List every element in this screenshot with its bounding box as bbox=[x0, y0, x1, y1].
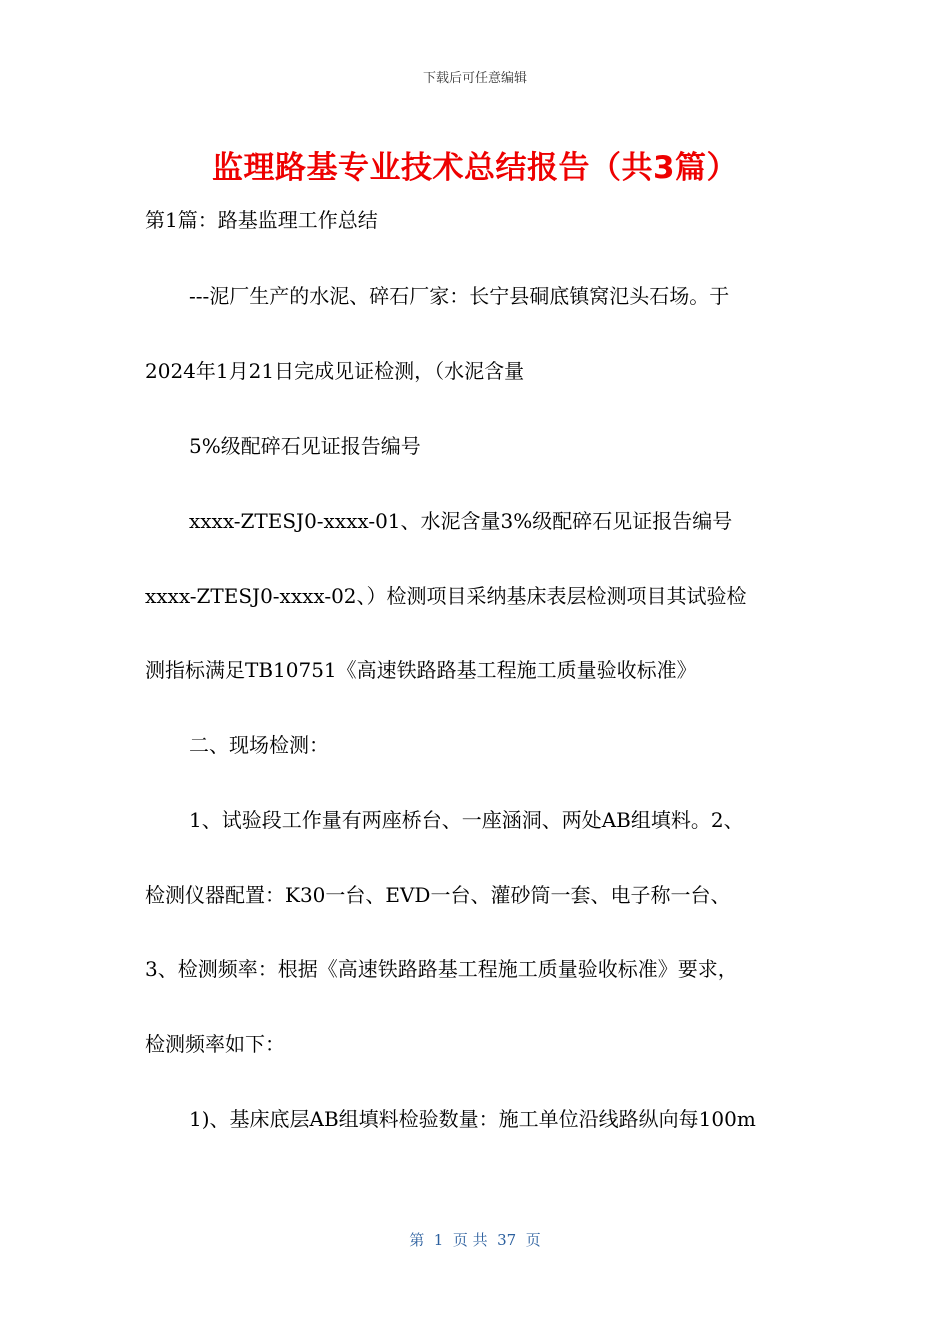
paragraph-line: 1)、基床底层AB组填料检验数量：施工单位沿线路纵向每100m bbox=[189, 1107, 756, 1131]
header-note: 下载后可任意编辑 bbox=[422, 71, 527, 86]
paragraph-line: xxxx-ZTESJ0-xxxx-01、水泥含量3%级配碎石见证报告编号 bbox=[189, 509, 733, 533]
paragraph-line: 2024年1月21日完成见证检测，（水泥含量 bbox=[145, 359, 525, 383]
paragraph-line: 测指标满足TB10751《高速铁路路基工程施工质量验收标准》 bbox=[145, 658, 697, 682]
paragraph-line: 检测仪器配置：K30一台、EVD一台、灌砂筒一套、电子称一台、 bbox=[145, 883, 731, 907]
paragraph-line: xxxx-ZTESJ0-xxxx-02、）检测项目采纳基床表层检测项目其试验检 bbox=[145, 584, 747, 608]
paragraph-line: 1、试验段工作量有两座桥台、一座涵洞、两处AB组填料。2、 bbox=[189, 808, 744, 832]
paragraph-line: 检测频率如下： bbox=[145, 1032, 285, 1056]
page-footer: 第 1 页 共 37 页 bbox=[409, 1231, 541, 1249]
section-heading: 第1篇：路基监理工作总结 bbox=[145, 208, 378, 232]
paragraph-line: ---泥厂生产的水泥、碎石厂家：长宁县硐底镇窝氾头石场。于 bbox=[189, 284, 730, 308]
subsection-heading: 二、现场检测： bbox=[189, 733, 329, 757]
paragraph-line: 5%级配碎石见证报告编号 bbox=[189, 434, 421, 458]
document-title: 监理路基专业技术总结报告（共3篇） bbox=[211, 150, 739, 186]
paragraph-line: 3、检测频率：根据《高速铁路路基工程施工质量验收标准》要求， bbox=[145, 957, 738, 981]
